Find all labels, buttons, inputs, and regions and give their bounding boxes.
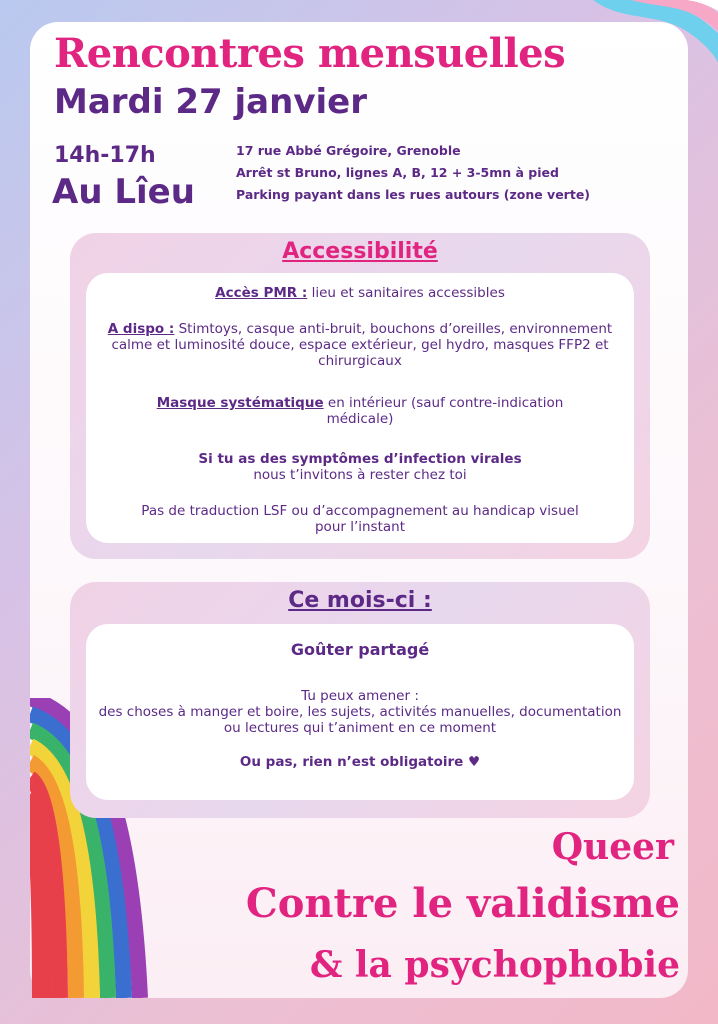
event-name: Goûter partagé bbox=[290, 640, 430, 659]
footer-validisme: Contre le validisme bbox=[245, 880, 680, 927]
venue-name: Au Lîeu bbox=[52, 172, 195, 212]
event-date: Mardi 27 janvier bbox=[54, 82, 367, 122]
mask-info bbox=[86, 395, 634, 427]
transport-line: Arrêt st Bruno, lignes A, B, 12 + 3-5mn à pied bbox=[236, 165, 559, 180]
symptoms-info bbox=[86, 451, 634, 483]
pmr-text: lieu et sanitaires accessibles bbox=[307, 285, 505, 301]
optional-note: Ou pas, rien n’est obligatoire ♥ bbox=[239, 754, 481, 770]
symptoms-text: nous t’invitons à rester chez toi bbox=[253, 467, 467, 483]
dispo-info bbox=[86, 321, 634, 369]
bring-list: des choses à manger et boire, les sujets, activités manuelles, documentation ou lectures qui t’animent en ce moment bbox=[98, 704, 622, 736]
this-month-section bbox=[70, 582, 650, 818]
address-block bbox=[236, 140, 656, 206]
poster-title: Rencontres mensuelles bbox=[54, 30, 566, 77]
footer-queer: Queer bbox=[551, 826, 674, 868]
bring-intro: Tu peux amener : bbox=[301, 688, 419, 704]
address-line: 17 rue Abbé Grégoire, Grenoble bbox=[236, 143, 461, 158]
this-month-title: Ce mois-ci : bbox=[288, 588, 432, 613]
mask-label: Masque systématique bbox=[156, 395, 324, 411]
pmr-info bbox=[86, 285, 634, 301]
accessibility-title: Accessibilité bbox=[282, 239, 438, 264]
lsf-info: Pas de traduction LSF ou d’accompagnement au handicap visuel pour l’instant bbox=[141, 503, 579, 535]
this-month-content bbox=[86, 624, 634, 800]
accessibility-content bbox=[86, 273, 634, 543]
parking-line: Parking payant dans les rues autours (zone verte) bbox=[236, 187, 591, 202]
symptoms-bold: Si tu as des symptômes d’infection virales bbox=[198, 451, 522, 467]
event-hours: 14h-17h bbox=[54, 143, 156, 168]
dispo-text: Stimtoys, casque anti-bruit, bouchons d’oreilles, environnement calme et luminosité douce, espace extérieur, gel hydro, masques FFP2 et chirurgicaux bbox=[111, 321, 613, 369]
footer-psychophobie: & la psychophobie bbox=[309, 944, 680, 986]
pmr-label: Accès PMR : bbox=[215, 285, 308, 301]
trans-flag-ribbon bbox=[578, 0, 718, 98]
dispo-label: A dispo : bbox=[107, 321, 175, 337]
accessibility-section bbox=[70, 233, 650, 559]
mask-text: en intérieur (sauf contre-indication médicale) bbox=[323, 395, 564, 427]
